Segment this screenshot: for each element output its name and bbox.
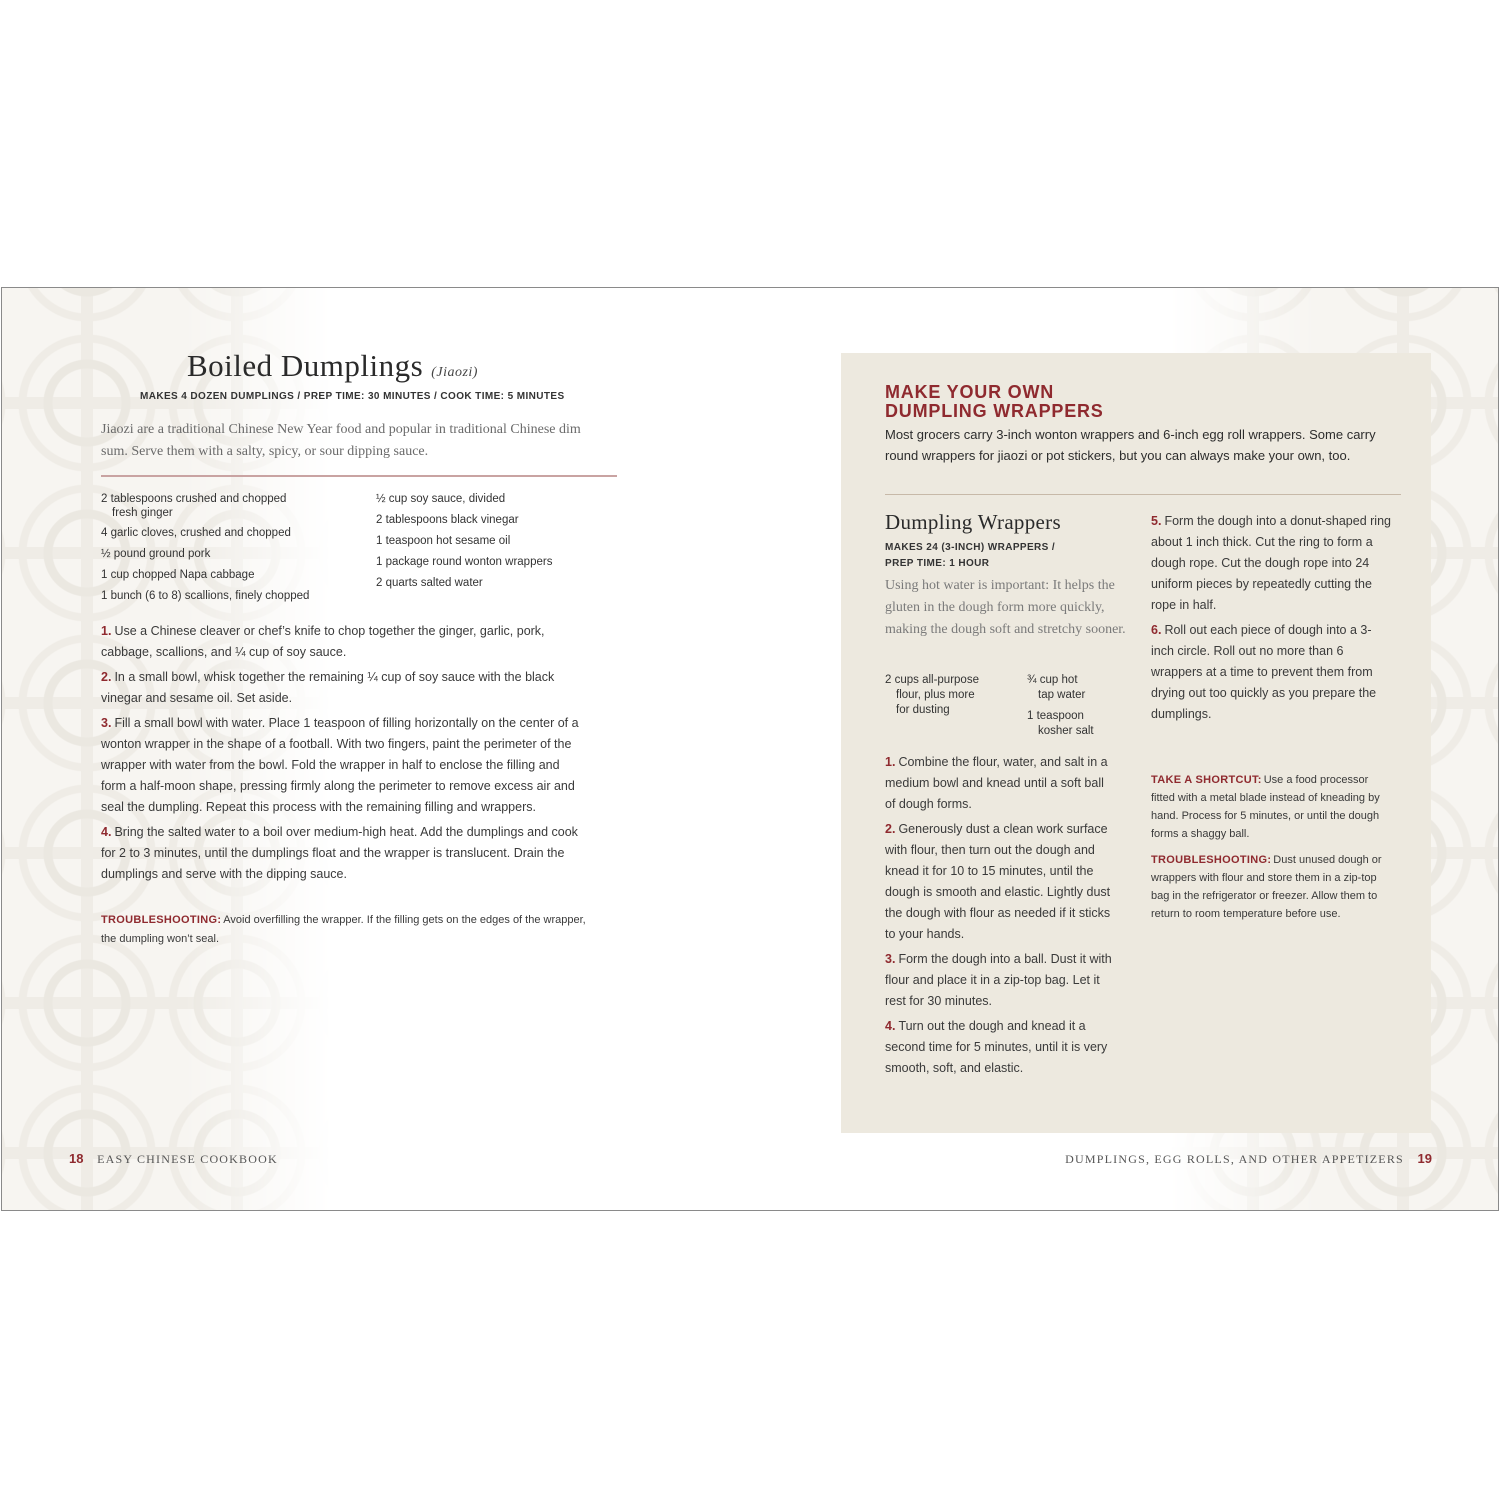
recipe-title: Boiled Dumplings (Jiaozi) <box>187 348 478 383</box>
running-head: DUMPLINGS, EGG ROLLS, AND OTHER APPETIZERS <box>1065 1152 1404 1166</box>
recipe-subtitle: (Jiaozi) <box>431 365 478 380</box>
troubleshooting-note: TROUBLESHOOTING: Dust unused dough or wrappers with flour and store them in a zip-top bag in the refrigerator or freezer. Allow them to return to room temperature before use. <box>1151 854 1382 920</box>
wrapper-ingredient-list-left <box>885 673 1010 724</box>
ingredient-list-left <box>101 489 361 607</box>
wrapper-recipe-title: Dumpling Wrappers <box>885 510 1061 534</box>
ingredient-item: ¾ cup hot tap water <box>1027 674 1086 701</box>
divider <box>885 494 1401 495</box>
wrapper-ingredient-list-right <box>1027 673 1137 745</box>
ingredient-item: ½ cup soy sauce, divided <box>376 493 506 505</box>
ingredient-item: ½ pound ground pork <box>101 548 211 560</box>
ingredient-item: 2 cups all-purpose flour, plus more for dusting <box>885 674 979 716</box>
ingredient-item: 1 package round wonton wrappers <box>376 556 553 568</box>
wrapper-recipe-meta: MAKES 24 (3-INCH) WRAPPERS / PREP TIME: 1 HOUR <box>885 542 1056 569</box>
instruction-step: 2. In a small bowl, whisk together the remaining ¼ cup of soy sauce with the black vinegar and sesame oil. Set aside. <box>101 670 555 705</box>
page-footer-left <box>69 1151 278 1167</box>
ingredient-item: 1 teaspoon kosher salt <box>1027 710 1094 737</box>
wrapper-instruction-list-col1 <box>885 752 1117 1083</box>
wrapper-instruction-list-col2 <box>1151 511 1391 729</box>
instruction-step: 1. Use a Chinese cleaver or chef’s knife to chop together the ginger, garlic, pork, cabbage, scallions, and ¼ cup of soy sauce. <box>101 624 545 659</box>
running-head: EASY CHINESE COOKBOOK <box>97 1152 278 1166</box>
sidebar-intro: Most grocers carry 3-inch wonton wrappers and 6-inch egg roll wrappers. Some carry round wrappers for jiaozi or pot stickers, but you can always make your own, too. <box>885 427 1376 463</box>
recipe-intro: Jiaozi are a traditional Chinese New Year food and popular in traditional Chinese dim sum. Serve them with a salty, spicy, or sour dipping sauce. <box>101 422 581 459</box>
wrapper-recipe-intro: Using hot water is important: It helps the gluten in the dough form more quickly, making the dough soft and stretchy sooner. <box>885 578 1126 637</box>
instruction-step: 3. Form the dough into a ball. Dust it with flour and place it in a zip-top bag. Let it rest for 30 minutes. <box>885 952 1112 1008</box>
ingredient-item: 4 garlic cloves, crushed and chopped <box>101 527 291 539</box>
ingredient-item: 2 tablespoons crushed and chopped fresh ginger <box>101 493 287 519</box>
instruction-step: 5. Form the dough into a donut-shaped ring about 1 inch thick. Cut the ring to form a dough rope. Cut the dough rope into 24 uniform pieces by repeatedly cutting the rope in half. <box>1151 514 1391 612</box>
ingredient-item: 2 quarts salted water <box>376 577 483 589</box>
page-number: 18 <box>69 1151 84 1166</box>
shortcut-note: TAKE A SHORTCUT: Use a food processor fitted with a metal blade instead of kneading by hand. Process for 5 minutes, or until the dough forms a shaggy ball. <box>1151 774 1380 840</box>
ingredient-item: 1 cup chopped Napa cabbage <box>101 569 255 581</box>
instruction-step: 1. Combine the flour, water, and salt in a medium bowl and knead until a soft ball of dough forms. <box>885 755 1108 811</box>
page-number: 19 <box>1417 1151 1432 1166</box>
instruction-step: 2. Generously dust a clean work surface with flour, then turn out the dough and knead it for 10 to 15 minutes, until the dough is smooth and elastic. Lightly dust the dough with flour as needed if it sticks to your hands. <box>885 822 1111 941</box>
page-footer-right <box>1065 1151 1432 1167</box>
ingredient-item: 1 teaspoon hot sesame oil <box>376 535 511 547</box>
troubleshooting-note: TROUBLESHOOTING: Avoid overfilling the wrapper. If the filling gets on the edges of the wrapper, the dumpling won’t seal. <box>101 914 586 945</box>
recipe-meta: MAKES 4 DOZEN DUMPLINGS / PREP TIME: 30 MINUTES / COOK TIME: 5 MINUTES <box>140 391 565 402</box>
instruction-list <box>101 621 586 889</box>
sidebar-heading: MAKE YOUR OWN DUMPLING WRAPPERS <box>885 382 1104 421</box>
instruction-step: 4. Turn out the dough and knead it a second time for 5 minutes, until it is very smooth, soft, and elastic. <box>885 1019 1108 1075</box>
ingredient-item: 1 bunch (6 to 8) scallions, finely chopped <box>101 590 310 602</box>
instruction-step: 4. Bring the salted water to a boil over medium-high heat. Add the dumplings and cook for 2 to 3 minutes, until the dumplings float and the wrapper is translucent. Drain the dumplings and serve with the dipping sauce. <box>101 825 578 881</box>
instruction-step: 3. Fill a small bowl with water. Place 1 teaspoon of filling horizontally on the center of a wonton wrapper in the shape of a football. With two fingers, paint the perimeter of the wrapper with water from the bowl. Fold the wrapper in half to enclose the filling and form a half-moon shape, pressing firmly along the perimeter to remove excess air and seal the dumpling. Repeat this process with the remaining filling and wrappers. <box>101 716 579 814</box>
ingredient-list-right <box>376 489 606 594</box>
book-spread <box>1 287 1499 1211</box>
instruction-step: 6. Roll out each piece of dough into a 3-inch circle. Roll out no more than 6 wrappers at a time to prevent them from drying out too quickly as you prepare the dumplings. <box>1151 623 1377 721</box>
divider <box>101 475 617 477</box>
ingredient-item: 2 tablespoons black vinegar <box>376 514 519 526</box>
